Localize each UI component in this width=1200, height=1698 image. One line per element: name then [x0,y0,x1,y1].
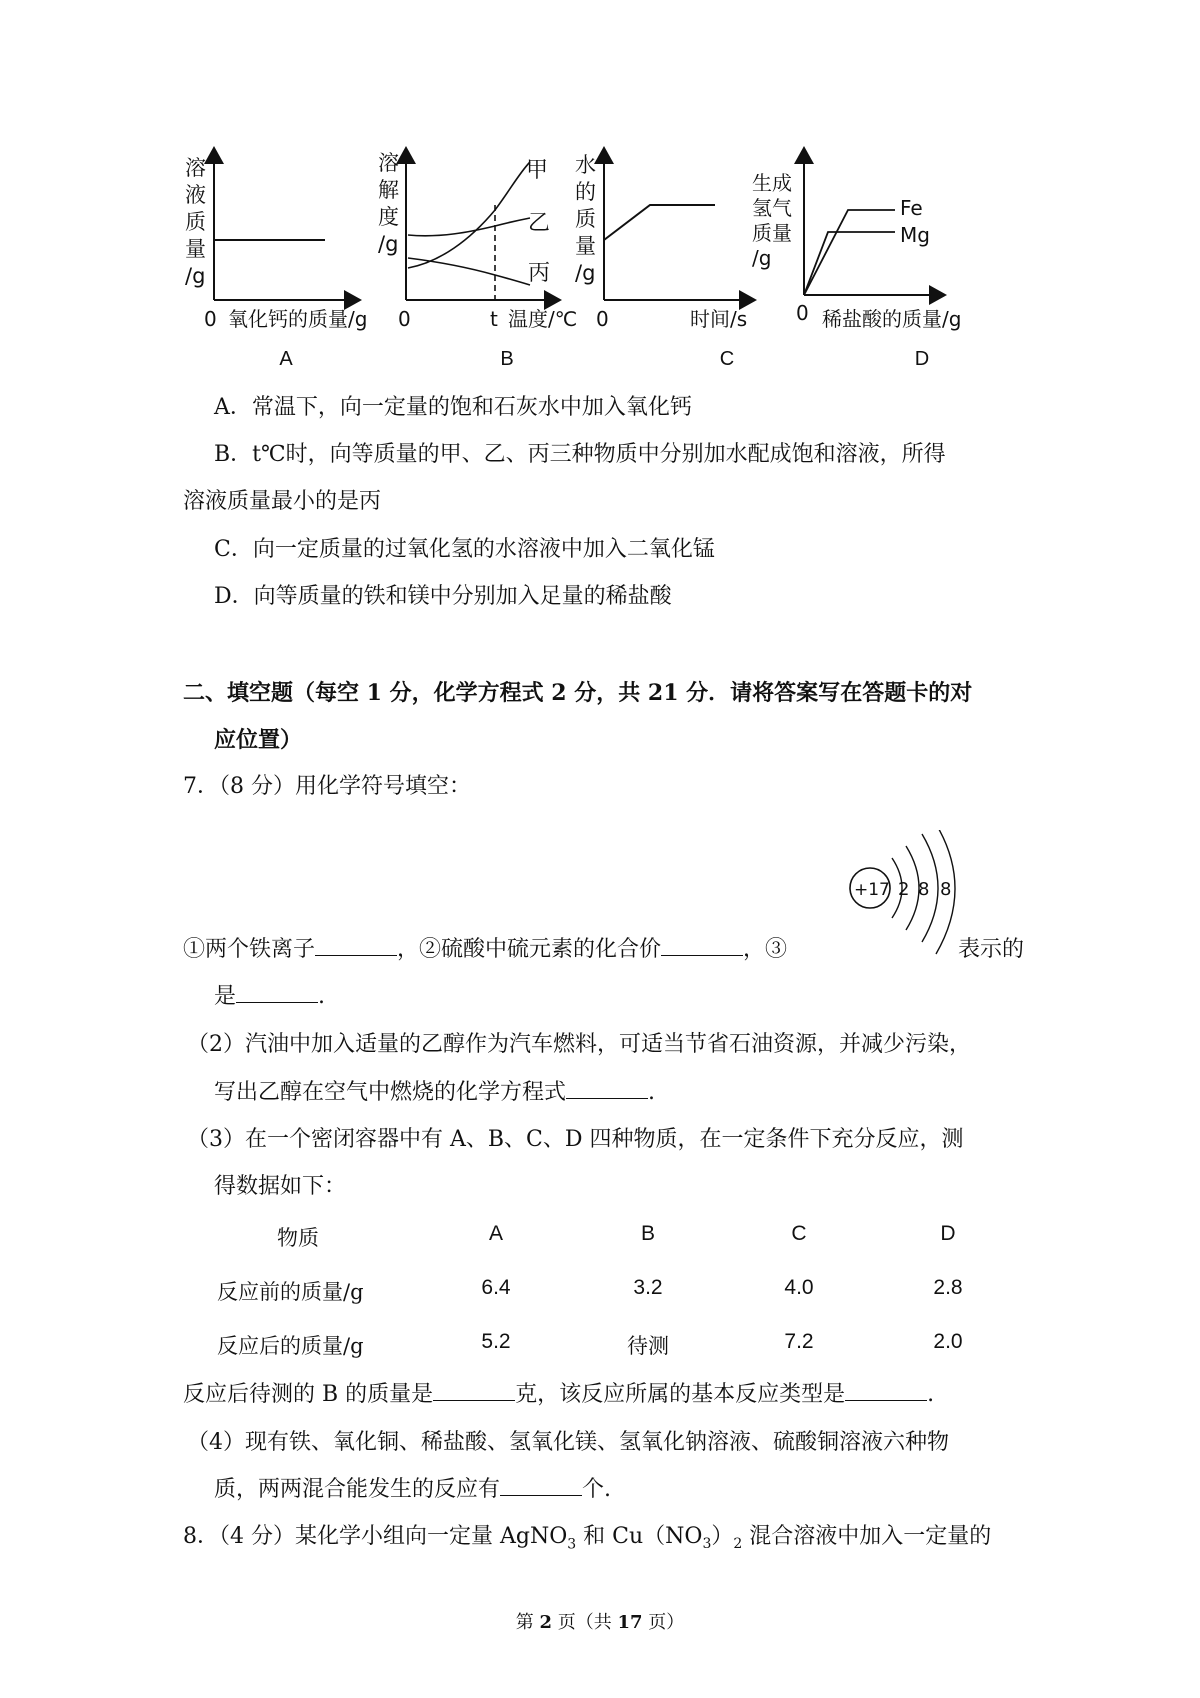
graph-a [185,148,367,331]
graph-b-t: t [490,307,498,331]
series-yi-label: 乙 [528,211,551,236]
shell-2-count: 8 [918,879,930,900]
q8-a: 8．（4 分）某化学小组向一定量 AgNO [183,1524,568,1549]
q7-part1-line2 [214,982,325,1012]
graph-c [575,148,755,331]
page-footer [0,1608,1200,1634]
series-mg-label: Mg [900,223,930,247]
answer-blank[interactable] [315,935,397,956]
q7-p1e: 是 [214,984,237,1009]
graph-a-xlabel: 氧化钙的质量/g [228,307,368,331]
table-cell: 4.0 [784,1276,814,1299]
graph-d-xlabel: 稀盐酸的质量/g [822,307,962,331]
section-heading-line1: 二、填空题（每空 1 分，化学方程式 2 分，共 21 分．请将答案写在答题卡的对 [183,680,973,706]
answer-blank[interactable] [566,1078,648,1099]
graph-b-origin: 0 [398,307,411,331]
table-cell: 3.2 [633,1276,663,1299]
footer-a: 第 [515,1612,540,1633]
table-row-label: 反应前的质量/g [217,1280,364,1304]
q7-p1b: ，②硫酸中硫元素的化合价 [397,937,662,962]
graph-c-line [604,205,715,240]
option-a: A．常温下，向一定量的饱和石灰水中加入氧化钙 [214,395,692,420]
option-c: C．向一定质量的过氧化氢的水溶液中加入二氧化锰 [214,537,715,562]
graph-c-xlabel: 时间/s [690,307,748,331]
series-yi-curve [408,218,530,236]
q7-p3e: . [927,1382,935,1407]
q7-part1-line1 [183,935,787,965]
footer-total: 17 [617,1612,643,1633]
table-header-cell: A [488,1222,503,1245]
table-row-label: 反应后的质量/g [217,1334,364,1358]
section-heading-line2: 应位置） [214,727,303,753]
table-header-cell: B [640,1222,655,1245]
shell-1-count: 2 [898,879,910,900]
q7-p3d: 克，该反应所属的基本反应类型是 [515,1382,846,1407]
q7-part3-line1: （3）在一个密闭容器中有 A、B、C、D 四种物质，在一定条件下充分反应，测 [187,1127,964,1152]
graph-c-caption: C [719,348,735,370]
q7-p4b: 质，两两混合能发生的反应有 [214,1477,501,1502]
series-jia-label: 甲 [526,158,549,183]
graph-d [752,148,961,331]
series-mg-line [804,232,895,295]
graph-a-caption: A [279,348,293,370]
q7-p1c: ，③ [743,937,788,962]
footer-page: 2 [539,1612,552,1633]
graph-b-xlabel: 温度/℃ [508,307,578,331]
q8-sub2: 3 [702,1536,712,1552]
q7-part4-line1: （4）现有铁、氧化铜、稀盐酸、氢氧化镁、氢氧化钠溶液、硫酸铜溶液六种物 [187,1430,949,1455]
q7-part2-line2 [214,1078,655,1108]
answer-blank[interactable] [433,1380,515,1401]
graph-c-ylabel: 水的质量/g [575,153,596,285]
q8-d: 混合溶液中加入一定量的 [742,1524,992,1549]
q8-line1 [183,1522,991,1559]
table-cell: 待测 [627,1335,669,1358]
answer-blank[interactable] [500,1475,582,1496]
option-b-line2: 溶液质量最小的是丙 [183,489,382,514]
q7-p4c: 个. [582,1477,612,1502]
q7-p1a: ①两个铁离子 [183,937,316,962]
q7-p2c: . [648,1080,656,1105]
q7-part3-answer-line [183,1380,934,1410]
table-header-cell: D [940,1222,956,1245]
q7-p3c: 反应后待测的 B 的质量是 [183,1382,434,1407]
graph-b-caption: B [500,348,514,370]
q8-b: 和 Cu（NO [576,1524,703,1549]
table-header-cell: C [791,1222,807,1245]
series-jia-curve [408,162,530,268]
nucleus-charge: +17 [854,880,890,900]
graph-d-caption: D [914,348,930,370]
q7-p2b: 写出乙醇在空气中燃烧的化学方程式 [214,1080,567,1105]
q7-title: 7．（8 分）用化学符号填空： [183,774,471,799]
q7-p1d: 表示的 [958,937,1025,962]
series-fe-line [804,210,895,295]
q7-part4-line2 [214,1475,611,1505]
graph-d-ylabel: 生成氢气质量/g [752,171,792,270]
series-fe-label: Fe [900,196,923,220]
table-cell: 2.0 [933,1330,963,1353]
answer-blank[interactable] [236,982,318,1003]
q8-sub1: 3 [567,1536,577,1553]
series-bing-label: 丙 [528,261,551,286]
table-cell: 5.2 [481,1330,511,1353]
q7-p1f: . [318,984,326,1009]
table-header-label: 物质 [277,1226,319,1250]
graph-a-ylabel: 溶液质量/g [185,156,206,288]
table-cell: 7.2 [784,1330,814,1353]
q8-c: ） [711,1524,734,1549]
q7-part3-line2: 得数据如下： [214,1174,347,1199]
table-cell: 6.4 [481,1276,511,1299]
graph-a-origin: 0 [204,307,217,331]
answer-blank[interactable] [845,1380,927,1401]
footer-c: 页） [642,1612,685,1633]
q7-part2-line1: （2）汽油中加入适量的乙醇作为汽车燃料，可适当节省石油资源，并减少污染， [187,1032,971,1057]
graph-b-ylabel: 溶解度/g [378,151,399,256]
graph-row [0,0,1200,380]
option-b-line1: B．t℃时，向等质量的甲、乙、丙三种物质中分别加水配成饱和溶液，所得 [214,442,946,467]
graph-b [378,148,577,331]
graph-d-origin: 0 [796,301,809,325]
graphs-figure [0,0,1200,380]
table-cell: 2.8 [933,1276,963,1299]
q8-sub3: 2 [733,1536,743,1552]
option-d: D．向等质量的铁和镁中分别加入足量的稀盐酸 [214,584,672,609]
answer-blank[interactable] [661,935,743,956]
shell-3-count: 8 [940,879,952,900]
graph-c-origin: 0 [596,307,609,331]
footer-b: 页（共 [552,1612,618,1633]
